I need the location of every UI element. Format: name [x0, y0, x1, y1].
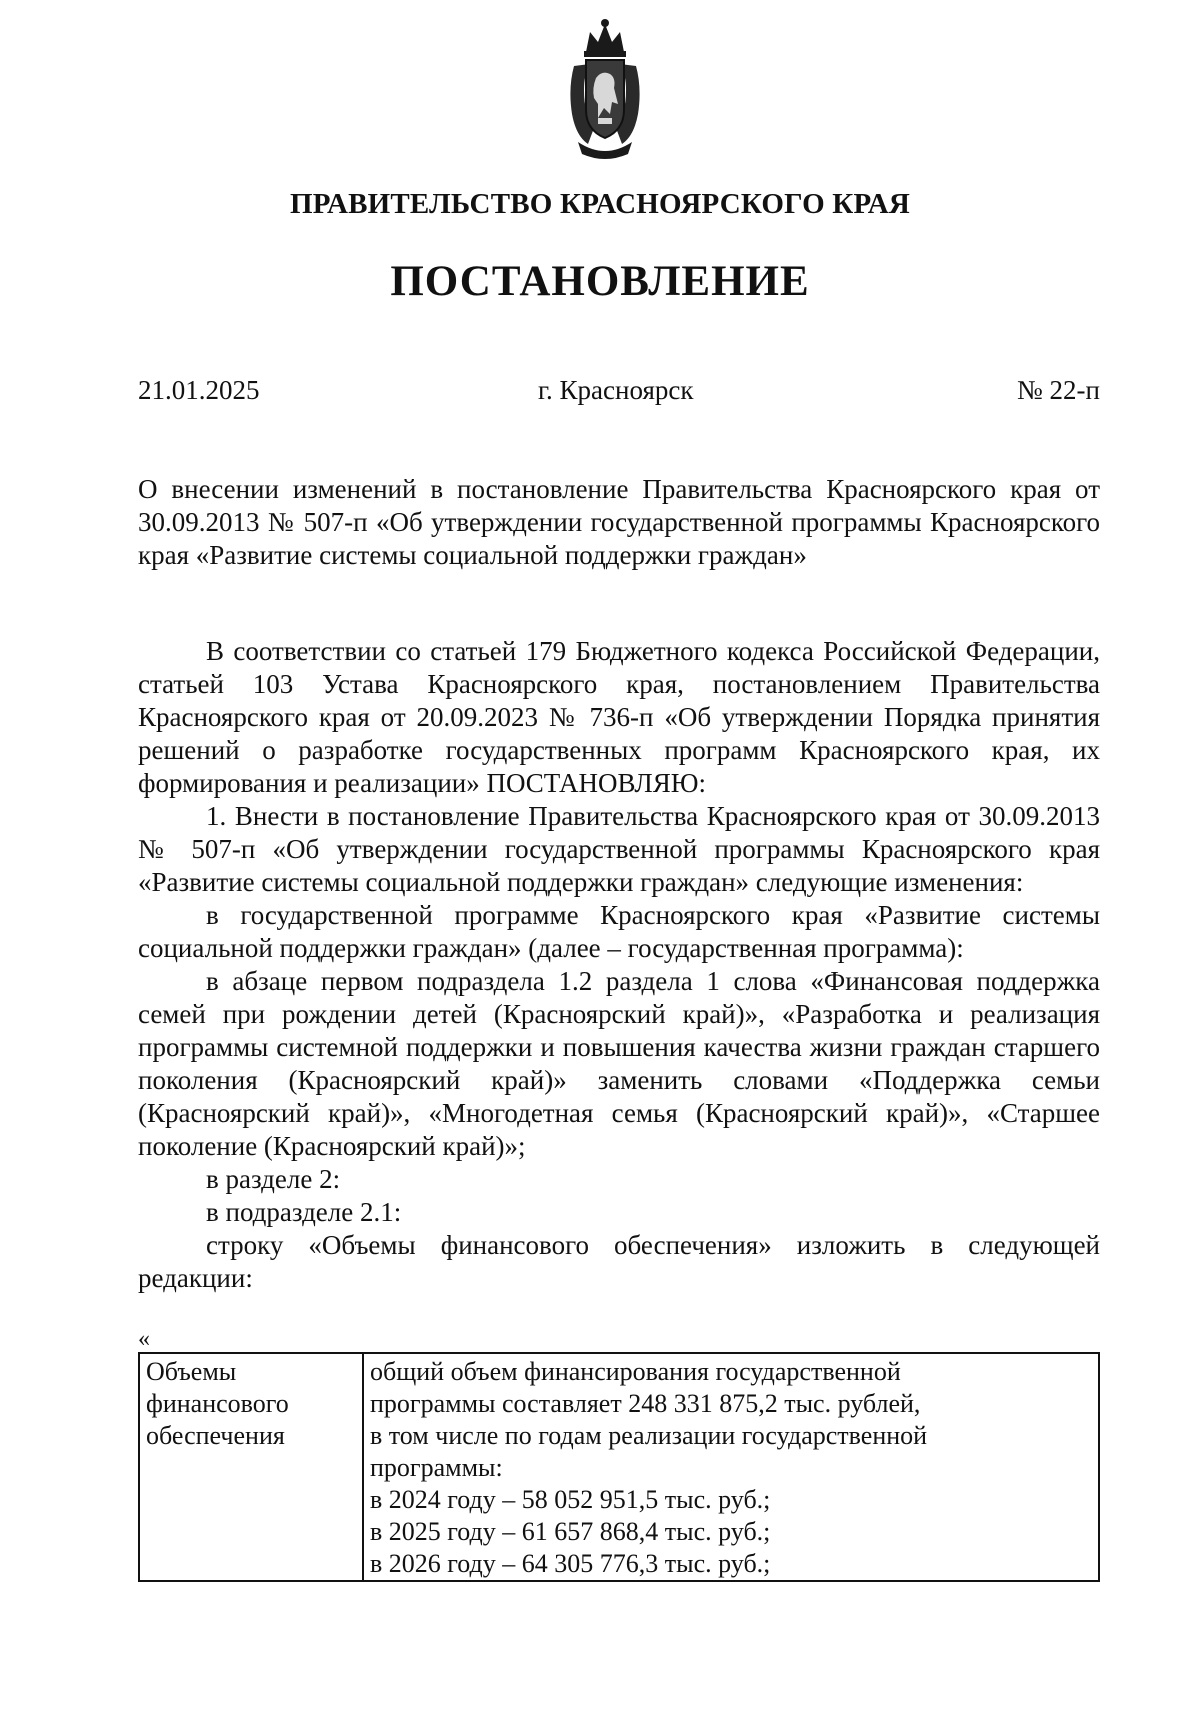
table-label-cell: Объемы финансового обеспечения: [139, 1353, 363, 1581]
table-value-line: общий объем финансирования государственной: [370, 1357, 901, 1386]
financing-table: [138, 1352, 1100, 1582]
document-meta: [138, 374, 1100, 408]
body-paragraph: в абзаце первом подраздела 1.2 раздела 1 слова «Финансовая поддержка семей при рождении детей (Красноярский край)», «Разработка и реализация программы системной поддержки и повышения качества жизни граждан старшего поколения (Красноярский край)» заменить словами «Поддержка семьи (Красноярский край)», «Многодетная семья (Красноярский край)», «Старшее поколение (Красноярский край)»;: [138, 966, 1100, 1161]
table-value-line: программы составляет 248 331 875,2 тыс. рублей,: [370, 1389, 921, 1418]
document-date: 21.01.2025: [138, 375, 260, 405]
document-city: г. Красноярск: [538, 375, 694, 405]
body-paragraph: В соответствии со статьей 179 Бюджетного кодекса Российской Федерации, статьей 103 Устава Красноярского края, постановлением Правительства Красноярского края от 20.09.2023 № 736-п «Об утверждении Порядка принятия решений о разработке государственных программ Красноярского края, их формирования и реализации» ПОСТАНОВЛЯЮ:: [138, 636, 1100, 798]
body-paragraph: в государственной программе Красноярского края «Развитие системы социальной поддержки граждан» (далее – государственная программа):: [138, 900, 1100, 963]
body-paragraph: строку «Объемы финансового обеспечения» изложить в следующей редакции:: [138, 1230, 1100, 1293]
document-number: № 22-п: [1017, 375, 1100, 405]
document-body: [138, 635, 1100, 1295]
document-subject: О внесении изменений в постановление Правительства Красноярского края от 30.09.2013 № 507-п «Об утверждении государственной программы Красноярского края «Развитие системы социальной поддержки граждан»: [138, 474, 1100, 570]
body-paragraph: 1. Внести в постановление Правительства Красноярского края от 30.09.2013 № 507-п «Об утверждении государственной программы Красноярского края «Развитие системы социальной поддержки граждан» следующие изменения:: [138, 801, 1100, 897]
table-value-line: в том числе по годам реализации государственной: [370, 1421, 928, 1450]
document-type-title: ПОСТАНОВЛЕНИЕ: [390, 258, 810, 305]
issuing-authority: ПРАВИТЕЛЬСТВО КРАСНОЯРСКОГО КРАЯ: [289, 188, 911, 220]
table-value-line: в 2026 году – 64 305 776,3 тыс. руб.;: [370, 1549, 771, 1578]
body-paragraph: в разделе 2:: [206, 1164, 341, 1194]
table-value-line: в 2024 году – 58 052 951,5 тыс. руб.;: [370, 1485, 771, 1514]
table-value-line: в 2025 году – 61 657 868,4 тыс. руб.;: [370, 1517, 771, 1546]
body-paragraph: в подразделе 2.1:: [206, 1197, 402, 1227]
opening-quote-mark: «: [138, 1326, 150, 1352]
table-value-cell: [363, 1353, 1099, 1581]
coat-of-arms-emblem: [564, 18, 646, 160]
table-row: [139, 1353, 1099, 1581]
table-value-line: программы:: [370, 1453, 503, 1482]
